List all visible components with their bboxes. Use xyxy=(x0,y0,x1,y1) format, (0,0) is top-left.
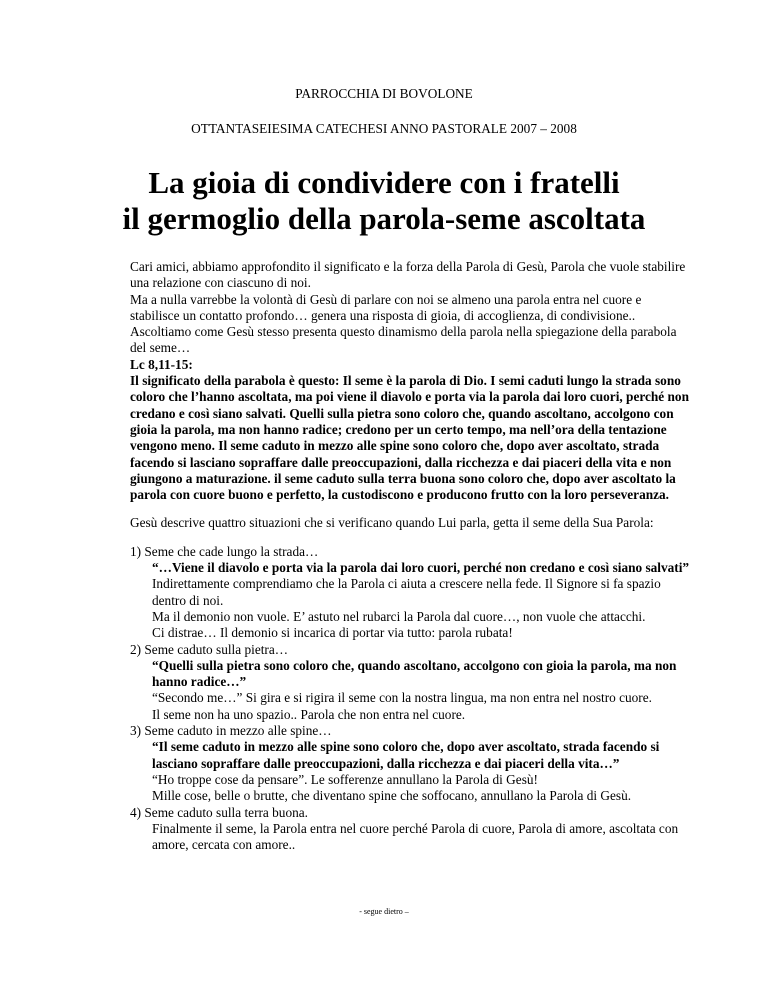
situation-3 xyxy=(130,723,690,804)
situation-2 xyxy=(130,642,690,723)
catechesis-subtitle: OTTANTASEIESIMA CATECHESI ANNO PASTORALE 2007 – 2008 xyxy=(191,121,577,136)
situation-line: Indirettamente comprendiamo che la Parola ci aiuta a crescere nella fede. Il Signore si fa spazio dentro di noi. xyxy=(152,576,661,608)
continued-note: - segue dietro – xyxy=(359,907,409,916)
situation-heading: 3) Seme caduto in mezzo alle spine… xyxy=(130,723,332,739)
situation-heading: 1) Seme che cade lungo la strada… xyxy=(130,543,319,559)
intro-paragraph-3: Ascoltiamo come Gesù stesso presenta questo dinamismo della parola nella spiegazione della parabola del seme… xyxy=(130,324,677,356)
situation-line: Ci distrae… Il demonio si incarica di portar via tutto: parola rubata! xyxy=(152,625,513,641)
lead-paragraph: Gesù descrive quattro situazioni che si verificano quando Lui parla, getta il seme della Sua Parola: xyxy=(130,515,654,531)
situation-line: “Secondo me…” Si gira e si rigira il seme con la nostra lingua, ma non entra nel nostro cuore. xyxy=(152,690,652,706)
document-body xyxy=(130,259,690,853)
situation-line: Il seme non ha uno spazio.. Parola che non entra nel cuore. xyxy=(152,706,466,722)
situation-line: “Ho troppe cose da pensare”. Le sofferenze annullano la Parola di Gesù! xyxy=(152,771,538,787)
situation-heading: 2) Seme caduto sulla pietra… xyxy=(130,641,289,657)
intro-paragraph-1: Cari amici, abbiamo approfondito il significato e la forza della Parola di Gesù, Parola che vuole stabilire una relazione con ciascuno di noi. xyxy=(130,259,686,291)
situation-1 xyxy=(130,544,690,642)
situation-line: Mille cose, belle o brutte, che diventano spine che soffocano, annullano la Parola di Gesù. xyxy=(152,788,632,804)
situation-quote: “Il seme caduto in mezzo alle spine sono coloro che, dopo aver ascoltato, strada facendo si lasciano sopraffare dalle preoccupazioni, dalla ricchezza e dai piaceri della vita…” xyxy=(152,739,660,771)
parish-heading: PARROCCHIA DI BOVOLONE xyxy=(295,86,473,101)
page-title-line-1: La gioia di condividere con i fratelli xyxy=(148,165,620,200)
situation-line: Ma il demonio non vuole. E’ astuto nel rubarci la Parola dal cuore…, non vuole che attacchi. xyxy=(152,608,646,624)
situation-heading: 4) Seme caduto sulla terra buona. xyxy=(130,804,308,820)
situation-quote: “Quelli sulla pietra sono coloro che, quando ascoltano, accolgono con gioia la parola, ma non hanno radice…” xyxy=(152,657,677,690)
situation-line: Finalmente il seme, la Parola entra nel cuore perché Parola di cuore, Parola di amore, ascoltata con amore, cercata con amore.. xyxy=(152,820,679,853)
situation-4 xyxy=(130,805,690,854)
scripture-reference: Lc 8,11-15: xyxy=(130,356,193,372)
situation-quote: “…Viene il diavolo e porta via la parola dai loro cuori, perché non credano e così siano salvati” xyxy=(152,560,690,576)
scripture-text: Il significato della parabola è questo: Il seme è la parola di Dio. I semi caduti lungo la strada sono coloro che l’hanno ascoltata, ma poi viene il diavolo e porta via la parola dai loro cuori, perché non credano e così siano salvati. Quelli sulla pietra sono coloro che, quando ascoltano, accolgono con gioia la parola, ma non hanno radice; credono per un certo tempo, ma nell’ora della tentazione vengono meno. Il seme caduto in mezzo alle spine sono coloro che, dopo aver ascoltato, strada facendo si lasciano sopraffare dalle preoccupazioni, dalla ricchezza e dai piaceri della vita e non giungono a maturazione. il seme caduto sulla terra buona sono coloro che, dopo aver ascoltato la parola con cuore buono e perfetto, la custodiscono e producono frutto con la loro perseveranza. xyxy=(130,373,689,503)
page-title-line-2: il germoglio della parola-seme ascoltata xyxy=(122,201,646,236)
intro-paragraph-2: Ma a nulla varrebbe la volontà di Gesù di parlare con noi se almeno una parola entra nel cuore e stabilisce un contatto profondo… genera una risposta di gioia, di accoglienza, di condivisione.. xyxy=(130,291,642,323)
